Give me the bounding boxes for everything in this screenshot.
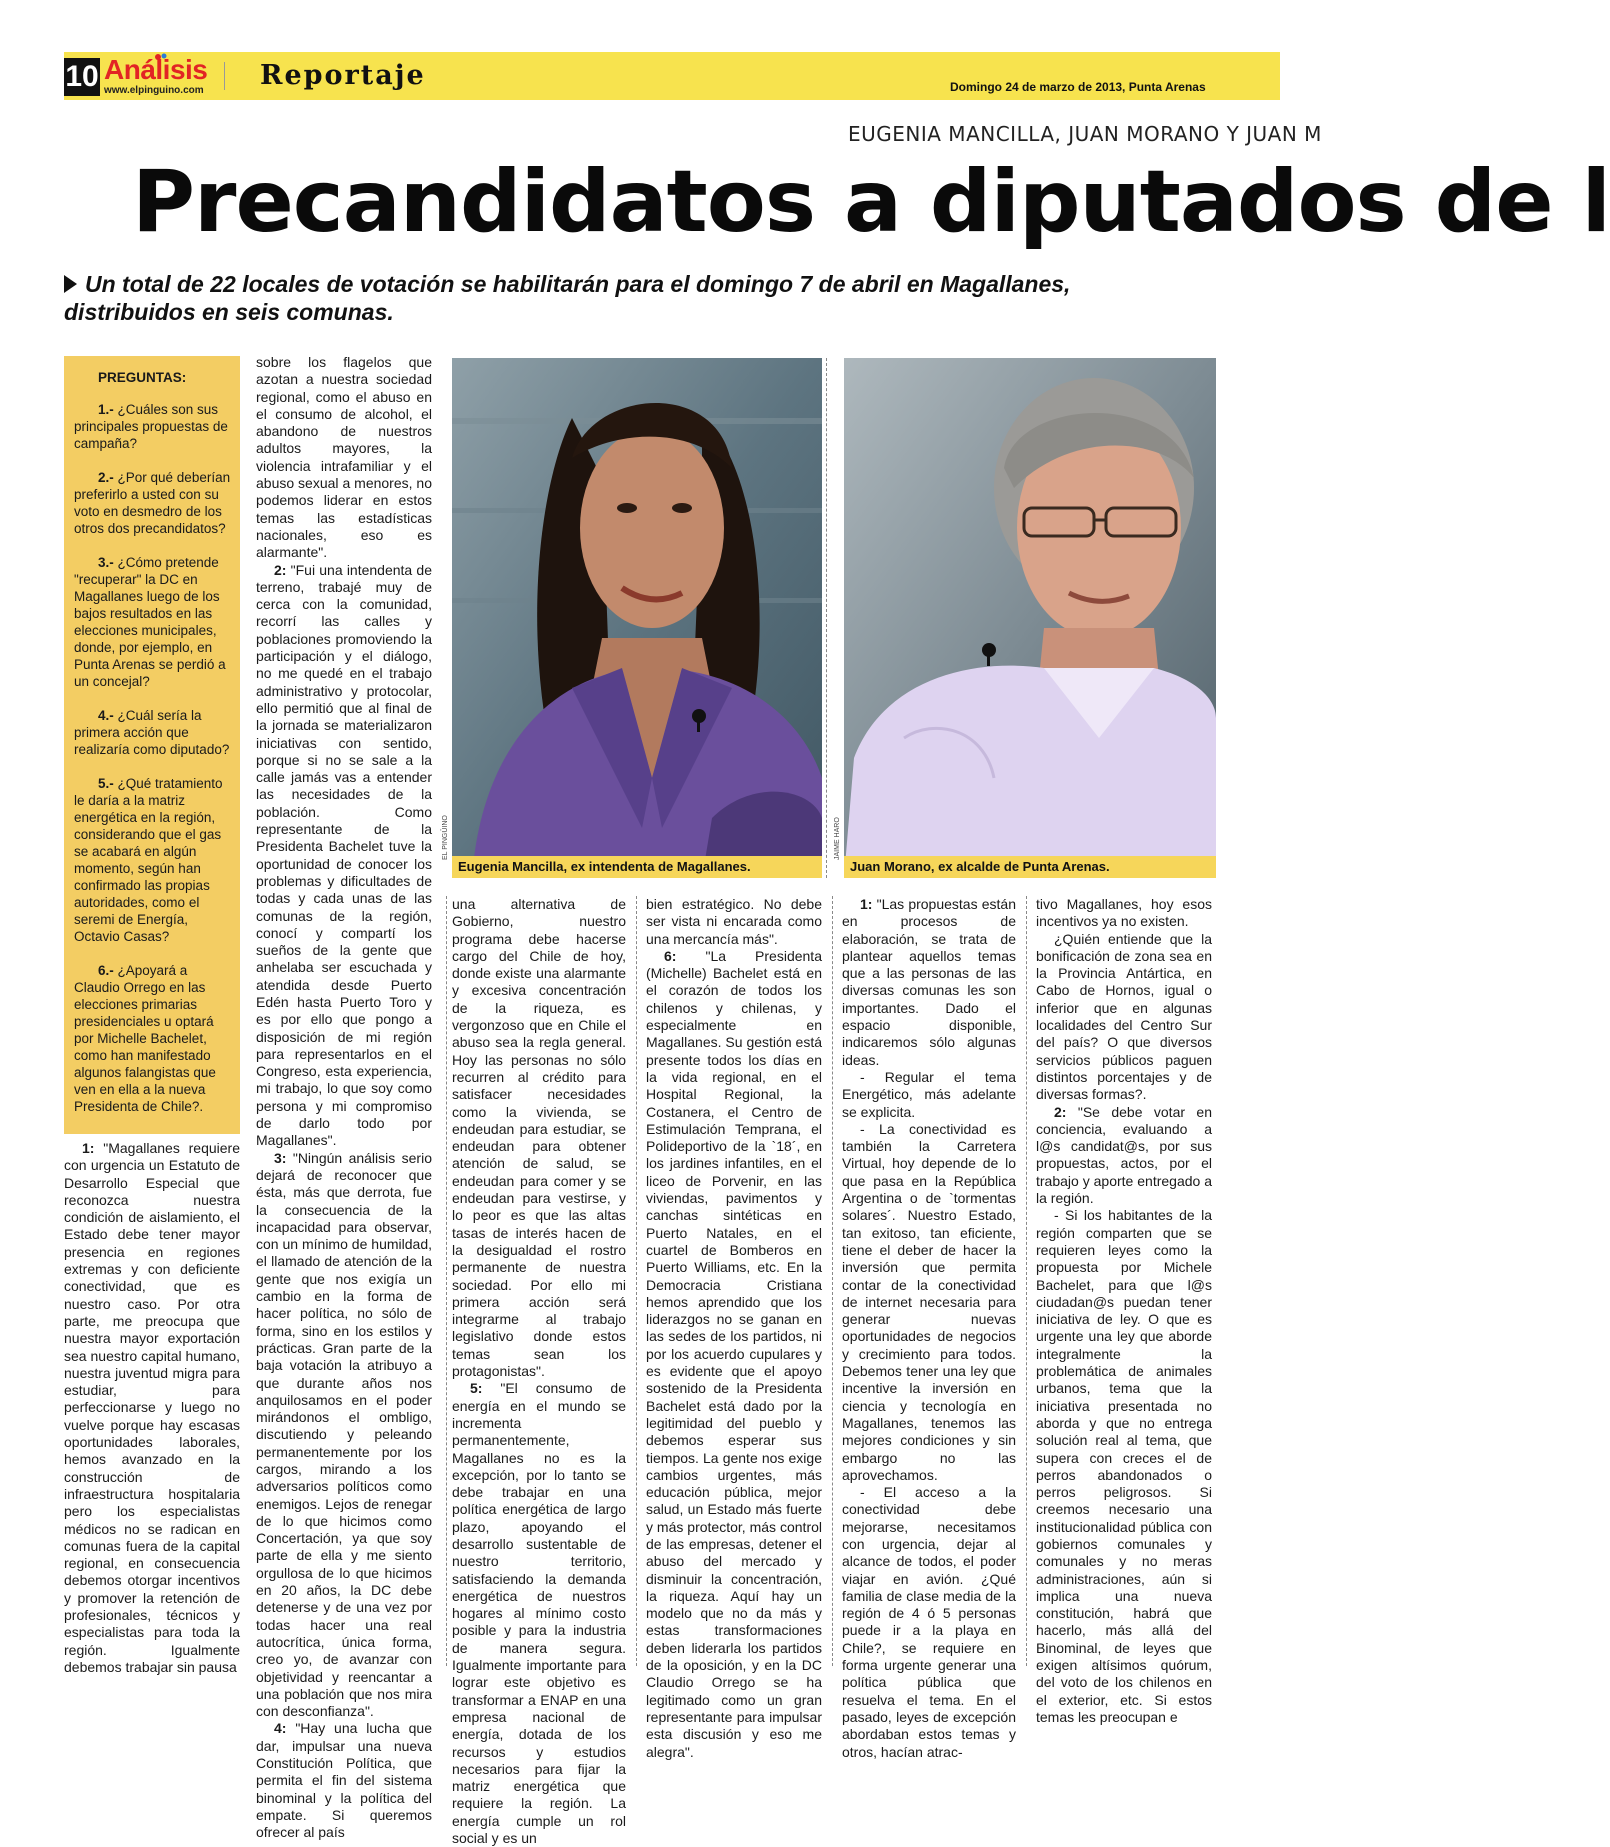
question-number: 4.- [98,708,114,723]
body-paragraph [256,354,432,562]
section-title: Reportaje [260,60,426,91]
paragraph-text: una alternativa de Gobierno, nuestro programa debe hacerse cargo del Chile de hoy, donde existe una alarmante y excesiva concentración de la riqueza, es vergonzoso que en Chile el abuso sea la regla general. Hoy las personas no sólo recurren al crédito para satisfacer necesidades como la vivienda, se endeudan para estudiar, se endeudan para obtener atención de salud, se endeudan para comer y se endeudan para vestirse, y lo peor es que las altas tasas de interés hacen de la desigualdad el rostro permanente de nuestra sociedad. Por ello mi primera acción será integrarme al trabajo legislativo donde estos temas sean los protagonistas". [452,896,626,1380]
body-paragraph [1036,1207,1212,1726]
column-rule [832,896,833,1666]
article-authors: EUGENIA MANCILLA, JUAN MORANO Y JUAN M [848,122,1322,146]
questions-title: PREGUNTAS: [98,370,187,385]
brand-logo [104,52,214,100]
paragraph-text: - El acceso a la conectividad debe mejorarse, necesitamos con urgencia, dejar al alcance de todos, el poder viajar en avión. ¿Qué familia de clase media de la región de 4 ó 5 personas puede ir a la playa en Chile?, se requiere en forma urgente generar una política pública que resuelva el tema. En el pasado, leyes de excepción abordaban estos temas y otros, hacían atrac- [842,1484,1016,1760]
body-paragraph [256,562,432,1150]
answer-number: 6: [664,947,677,964]
page-number: 10 [64,58,100,96]
question-number: 6.- [98,963,114,978]
photo-eugenia-mancilla [452,358,822,878]
paragraph-text: "Magallanes requiere con urgencia un Estatuto de Desarrollo Especial que reconozca nuestra condición de aislamiento, el Estado debe tener mayor presencia en regiones extremas y con deficiente conectividad, que es nuestro caso. Por otra parte, me preocupa que nuestra mayor exportación sea nuestro capital humano, nuestra juventud migra para estudiar, para perfeccionarse y luego no vuelve porque hay escasas oportunidades laborales, hemos avanzado en la construcción de infraestructura hospitalaria pero los especialistas médicos no se radican en comunas fuera de la capital regional, en consecuencia debemos otorgar incentivos y promover la retención de profesionales, técnicos y especialistas para toda la región. Igualmente debemos trabajar sin pausa [64,1140,240,1675]
column-3 [452,896,626,1847]
body-paragraph [842,896,1016,1069]
answer-number: 4: [274,1720,287,1737]
question-item [74,554,232,690]
photo-juan-morano [844,358,1216,878]
column-6 [1036,896,1212,1725]
answer-number: 1: [860,896,873,912]
column-5 [842,896,1016,1760]
paragraph-text: bien estratégico. No debe ser vista ni encarada como una mercancía más". [646,896,822,947]
question-text: ¿Cuáles son sus principales propuestas de campaña? [74,402,228,451]
question-number: 3.- [98,555,114,570]
paragraph-text: "El consumo de energía en el mundo se incrementa permanentemente, Magallanes no es la excepción, por lo tanto se debe trabajar en una política energética de largo plazo, apoyando el desarrollo sustentable de nuestro territorio, satisfaciendo la demanda energética de nuestros hogares al mínimo costo posible y para la industria de manera segura. Igualmente importante para lograr este objetivo es transformar a ENAP en una empresa nacional de energía, dotada de los recursos y estudios necesarios para fijar la matriz energética que requiere la región. La energía cumple un rol social y es un [452,1380,626,1847]
answer-number: 1: [82,1140,95,1156]
answer-number: 5: [470,1380,483,1397]
body-paragraph [842,1121,1016,1484]
question-text: ¿Cuál sería la primera acción que realizaría como diputado? [74,708,230,757]
body-paragraph [256,1150,432,1721]
question-item [74,775,232,945]
photo-credit-left: EL PINGÜINO [442,815,449,860]
paragraph-text: "La Presidenta (Michelle) Bachelet está en el corazón de todos los chilenos y chilenas, y especialmente en Magallanes. Su gestión está presente todos los días en la vida regional, en el Hospital Regional, la Costanera, el Centro de Estimulación Temprana, el Polideportivo de la `18´, en los jardines infantiles, en el liceo de Porvenir, en las viviendas, pavimentos y canchas sintéticas en Puerto Natales, en el cuartel de Bomberos en Puerto Williams, etc. En la Democracia Cristiana hemos aprendido que los liderazgos no se ganan en las sedes de los partidos, ni por los acuerdo cupulares y es evidente que el apoyo sostenido de la Presidenta Bachelet está dado por la legitimidad del pueblo y debemos esperar sus tiempos. La gente nos exige cambios urgentes, más educación pública, mejor salud, un Estado más fuerte y más protector, más control de las empresas, detener el abuso del mercado y disminuir la concentración, la riqueza. Aquí hay un modelo que no da más y estas transformaciones deben liderarla los partidos de la oposición, y en la DC Claudio Orrego se ha legitimado como un gran representante para impulsar esta discusión y eso me alegra". [646,947,822,1760]
arrow-right-icon [64,275,77,293]
questions-list [74,401,232,1115]
body-paragraph [452,1380,626,1847]
paragraph-text: "Fui una intendenta de terreno, trabajé muy de cerca con la comunidad, recorrí las calles y poblaciones promoviendo la participación y el diálogo, no me quedé en el trabajo administrativo y protocolar, ello permitió que al final de la jornada se materializaron iniciativas con sentido, porque si no se sale a la calle jamás vas a entender las necesidades de la población. Como representante de la Presidenta Bachelet tuve la oportunidad de conocer los problemas y dificultades de todas y cada unas de las comunas de la región, conocí y compartí los sueños de la gente que anhelaba ser escuchada y atendida desde Puerto Edén hasta Puerto Toro y es por ello que pongo a disposición de mi región para representarlos en el Congreso, esta experiencia, mi trabajo, lo que soy como persona y mi compromiso de darlo todo por Magallanes". [256,561,432,1149]
issue-date: Domingo 24 de marzo de 2013, Punta Arenas [950,80,1206,94]
paragraph-text: "Hay una lucha que dar, impulsar una nueva Constitución Política, que permita el fin del sistema binominal y la política del empate. Si queremos ofrecer al país [256,1720,432,1841]
lead-text: Un total de 22 locales de votación se habilitarán para el domingo 7 de abril en Magallanes, distribuidos en seis comunas. [64,271,1071,325]
paragraph-text: "Ningún análisis serio dejará de reconocer que ésta, más que derrota, fue la consecuencia de la incapacidad para observar, con un mínimo de humildad, el llamado de atención de la gente que nos exigía un cambio en la forma de hacer política, no sólo de forma, sino en los estilos y prácticas. Gran parte de la baja votación la atribuyo a que durante años nos anquilosamos en el poder mirándonos el ombligo, discutiendo y peleando permanentemente por los cargos, mirando a los adversarios políticos como enemigos. Lejos de renegar de lo que hicimos como Concertación, ya que soy parte de ella y me siento orgullosa de lo que hicimos en 20 años, la DC debe detenerse y de una vez por todas hacer una real autocrítica, única forma, creo yo, de avanzar con objetividad y reencantar a una población que nos mira con desconfianza". [256,1149,432,1720]
photo-caption-left: Eugenia Mancilla, ex intendenta de Magallanes. [452,856,822,878]
header-divider [224,62,225,90]
question-text: ¿Apoyará a Claudio Orrego en las elecciones primarias presidenciales u optará por Michelle Bachelet, como han manifestado algunos falangistas que ven en ella a la nueva Presidenta de Chile?. [74,963,216,1114]
paragraph-text: tivo Magallanes, hoy esos incentivos ya no existen. [1036,896,1212,930]
photo-credit-right: JAIME HARO [834,817,841,860]
body-paragraph [452,896,626,1380]
paragraph-text: sobre los flagelos que azotan a nuestra sociedad regional, como el abuso en el consumo de alcohol, el abandono de nuestros adultos mayores, la violencia intrafamiliar y el abuso sexual a menores, no podemos liderar en estos temas las estadísticas nacionales, eso es alarmante". [256,354,432,561]
body-paragraph [1036,931,1212,1104]
column-1 [64,1140,240,1675]
body-paragraph [64,1140,240,1676]
column-rule [826,358,827,878]
brand-name: Análisis [104,54,208,85]
answer-number: 3: [274,1149,287,1166]
question-item [74,401,232,452]
column-rule [1026,896,1027,1666]
lead-paragraph [64,270,1124,326]
body-paragraph [842,1484,1016,1761]
question-item [74,962,232,1115]
question-text: ¿Por qué deberían preferirlo a usted con su voto en desmedro de los otros dos precandidatos? [74,470,231,536]
question-number: 5.- [98,776,114,791]
paragraph-text: "Las propuestas están en procesos de elaboración, se trata de plantear aquellos temas que a las personas de las diversas comunas les son importantes. Dado el espacio disponible, indicaremos sólo algunas ideas. [842,896,1016,1068]
question-number: 2.- [98,470,114,485]
body-paragraph [646,948,822,1761]
question-text: ¿Cómo pretende "recuperar" la DC en Magallanes luego de los bajos resultados en las elecciones municipales, donde, por ejemplo, en Punta Arenas se perdió a un concejal? [74,555,226,689]
paragraph-text: ¿Quién entiende que la bonificación de zona sea en la Provincia Antártica, en Cabo de Hornos, igual o inferior que en algunas localidades del Centro Sur del país? O que diversos servicios públicos paguen distintos porcentajes y de diversas formas?. [1036,930,1212,1103]
paragraph-text: - Si los habitantes de la región comparten que se requieren leyes como la propuesta por Michele Bachelet, para que l@s ciudadan@s puedan tener iniciativa de ley. O que es urgente una ley que aborde integralmente la problemática de animales urbanos, tema que la iniciativa presentada no aborda y que no entrega solución real al tema, que supera con creces el de perros abandonados o perros peligrosos. Si creemos necesario una institucionalidad pública con gobiernos comunales y comunales y no meras administraciones, aún si implica una nueva constitución, habrá que hacerlo, más allá del Binominal, de leyes que exigen altísimos quórum, del voto de los chilenos en el exterior, etc. Si estos temas les preocupan e [1036,1207,1212,1725]
question-number: 1.- [98,402,114,417]
paragraph-text: "Se debe votar en conciencia, evaluando a l@s candidat@s, por sus propuestas, actos, por el trabajo y aporte entregado a la región. [1036,1103,1212,1207]
question-text: ¿Qué tratamiento le daría a la matriz energética en la región, considerando que el gas se acabará en algún momento, según han confirmado las propias autoridades, como el seremi de Energía, Octavio Casas? [74,776,223,944]
column-2 [256,354,432,1841]
brand-website: www.elpinguino.com [104,85,204,96]
questions-box [64,356,240,1134]
body-paragraph [1036,1104,1212,1208]
answer-number: 2: [1054,1103,1067,1120]
portrait-woman-image [452,358,822,878]
body-paragraph [1036,896,1212,931]
body-paragraph [646,896,822,948]
column-4 [646,896,822,1760]
question-item [74,469,232,537]
portrait-man-image [844,358,1216,878]
column-rule [446,896,447,1666]
body-paragraph [842,1069,1016,1121]
paragraph-text: - Regular el tema Energético, más adelante se explicita. [842,1068,1016,1120]
question-item [74,707,232,758]
photo-caption-right: Juan Morano, ex alcalde de Punta Arenas. [844,856,1216,878]
answer-number: 2: [274,561,287,578]
body-paragraph [256,1720,432,1841]
column-rule [636,896,637,1666]
headline: Precandidatos a diputados de l [132,152,1610,252]
paragraph-text: - La conectividad es también la Carretera Virtual, hoy depende de lo que pasa en la República Argentina o de `tormentas solares´. Nuestro Estado, tan exitoso, tan eficiente, tiene el deber de hacer la inversión que permita contar de la conectividad de internet necesaria para generar nuevas oportunidades de negocios y crecimiento para todos. Debemos tener una ley que incentive la inversión en ciencia y tecnología en Magallanes, tenemos las mejores condiciones y sin embargo no las aprovechamos. [842,1120,1016,1483]
